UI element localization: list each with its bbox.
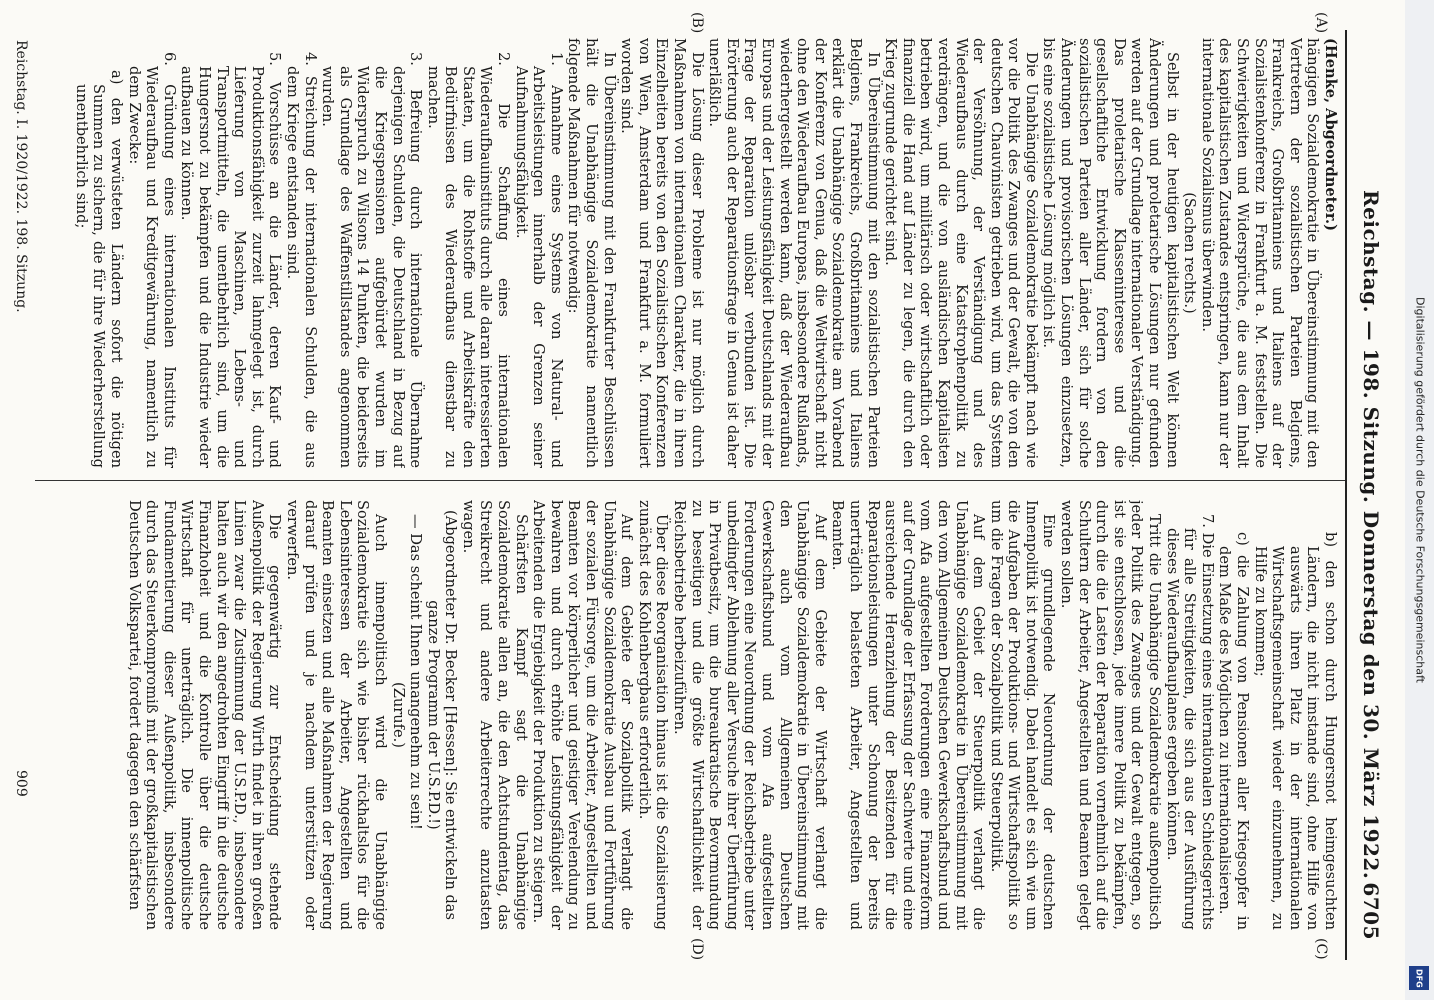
list-item: 4. Streichung der internationalen Schulden, die aus dem Kriege entstanden sind. <box>283 52 319 468</box>
header-title: Reichstag. — 198. Sitzung. Donnerstag den 30. März 1922. <box>1359 190 1383 880</box>
credit-text: Digitalisierung gefördert durch die Deutsche Forschungsgemeinschaft <box>1413 297 1427 683</box>
margin-mark-c: (C) <box>1313 938 1329 960</box>
margin-mark-a: (A) <box>1313 12 1329 34</box>
list-item: 2. Die Schaffung eines internationalen Wiederaufbauinstituts durch alle daran interessierten Staaten, um die Rohstoffe und Arbeitskräfte den Bedürfnissen des Wiederaufbaus dienstbar zu machen. <box>424 52 513 468</box>
paragraph: Selbst in der heutigen kapitalistischen Welt können Änderungen und proletarische Lösungen nur gefunden werden auf der Grundlage internationaler Verständigung. Das proletarische Klasseninteresse und die gesellschaftliche Entwicklung fordern von den sozialistischen Parteien aller Länder, sich für solche Änderungen und provisorischen Lösungen einzusetzen, bis eine sozialistische Lösung möglich ist. <box>1040 38 1181 468</box>
page-header <box>1353 40 1383 940</box>
list-item: 1. Annahme eines Systems von Natural- und Arbeitsleistungen innerhalb der Grenzen seiner Aufnahmungsfähigkeit. <box>512 52 565 468</box>
dfg-logo: DFG <box>1409 966 1429 990</box>
paragraph: hängigen Sozialdemokratie in Übereinstimmung mit den Vertretern der sozialistischen Parteien Belgiens, Frankreichs, Großbritanniens und Italiens auf der Sozialistenkonferenz in Frankfurt a. M. feststellen. Die Schwierigkeiten und Widersprüche, die aus dem Inhalt des kapitalistischen Zustandes entspringen, kann nur der internationale Sozialismus überwinden. <box>1198 38 1322 468</box>
column-rule <box>35 480 1345 481</box>
margin-mark-b: (B) <box>689 12 705 34</box>
paragraph: — Das scheint Ihnen unangenehm zu sein! <box>407 514 425 830</box>
paragraph: In Übereinstimmung mit den Frankfurter Beschlüssen hält die Unabhängige Sozialdemokratie namentlich folgende Maßnahmen für notwendig: <box>565 38 618 468</box>
paragraph: Über diese Reorganisation hinaus ist die Sozialisierung zunächst des Kohlenbergbaus erforderlich. <box>635 500 671 930</box>
interjection: (Zurufe.) <box>389 682 407 748</box>
list-item: 3. Befreiung durch internationale Übernahme derjenigen Schulden, die Deutschland in Bezug auf die Kriegspensionen aufgebürdet wurden im Widerspruch zu Wilsons 14 Punkten, die beiderseits als Grundlage des Waffenstillstandes angenommen wurden. <box>319 52 425 468</box>
paragraph: Tritt die Unabhängige Sozialdemokratie außenpolitisch jeder Politik des Zwanges und der Gewalt entgegen, so ist sie entschlossen, jede innere Politik zu bekämpfen, durch die die Lasten der Reparation vornehmlich auf die Schultern der Arbeiter, Angestellten und Beamten gelegt werden sollen. <box>1058 500 1164 930</box>
paragraph: Eine grundlegende Neuordnung der deutschen Innenpolitik ist notwendig. Dabei handelt es sich wie um die Aufgaben der Produktions- und Wirtschaftspolitik so um die Fragen der Sozialpolitik und Steuerpolitik. <box>987 500 1058 930</box>
paragraph: Auf dem Gebiet der Steuerpolitik verlangt die Unabhängige Sozialdemokratie in Übereinstimmung mit den vom Allgemeinen Deutschen Gewerkschaftsbund und vom Afa aufgestellten Forderungen eine Finanzreform auf der Grundlage der Erfassung der Sachwerte und eine ausreichende Heranziehung der Besitzenden für die Reparationsleistungen unter Schonung der bereits unerträglich belasteten Arbeiter, Angestellten und Beamten. <box>829 500 988 930</box>
digitization-credit-strip <box>1405 0 1434 1000</box>
left-column <box>49 38 1339 468</box>
interjection: (Sachen rechts.) <box>1181 192 1199 314</box>
page-number: 6705 <box>1359 882 1383 940</box>
speaker-label: (Henke, Abgeordneter.) <box>1322 38 1339 232</box>
sub-list-item: b) den schon durch Hungersnot heimgesuchten Ländern, die nicht imstande sind, ohne Hilfe von auswärts ihren Platz in der internationalen Wirtschaftsgemeinschaft wieder einzunehmen, zu Hilfe zu kommen; <box>1251 532 1339 930</box>
sub-list-item: a) den verwüsteten Ländern sofort die nötigen Summen zu sichern, die für ihre Wiederherstellung unentbehrlich sind; <box>72 70 126 468</box>
paragraph: Auch innenpolitisch wird die Unabhängige Sozialdemokratie sich wie bisher rückhaltslos für die Lebensinteressen der Arbeiter, Angestellten und Beamten einsetzen und alle Maßnahmen der Regierung darauf prüfen und je nachdem unterstützen oder verwerfen. <box>283 500 389 930</box>
list-item: 6. Gründung eines internationalen Instituts für Wiederaufbau und Kreditgewährung, namentlich zu dem Zwecke: <box>125 52 178 468</box>
paragraph: Auf dem Gebiete der Sozialpolitik verlangt die Unabhängige Sozialdemokratie Ausbau und Fortführung der sozialen Fürsorge, um die Arbeiter, Angestellten und Beamten vor körperlicher und geistiger Verelendung zu bewahren und durch erhöhte Leistungsfähigkeit der Arbeitenden die Ergiebigkeit der Produktion zu steigern. <box>530 500 636 930</box>
interjection: (Abgeordneter Dr. Becker [Hessen]: Sie entwickeln das ganze Programm der U.S.P.D.!) <box>424 510 460 920</box>
list-item: 7. Die Einsetzung eines internationalen Schiedsgerichts für alle Streitigkeiten, die sich aus der Ausführung dieses Wiederaufbauplanes ergeben können. <box>1163 514 1216 930</box>
paragraph: Die gegenwärtig zur Entscheidung stehende Außenpolitik der Regierung Wirth findet in ihren großen Linien zwar die Zustimmung der U.S.P.D., insbesondere halten auch wir den angedrohten Eingriff in die deutsche Finanzhoheit und die Kontrolle über die deutsche Wirtschaft für unerträglich. Die innenpolitische Fundamentierung dieser Außenpolitik, insbesondere durch das Steuerkompromiß mit der großkapitalistischen Deutschen Volkspartei, fordert dagegen den schärfsten <box>125 500 284 930</box>
paragraph: Schärfsten Kampf sagt die Unabhängige Sozialdemokratie allen an, die den Achtstundentag, das Streikrecht und andere Arbeiterrechte anzutasten wagen. <box>459 500 530 930</box>
paragraph: Auf dem Gebiete der Wirtschaft verlangt die Unabhängige Sozialdemokratie in Übereinstimmung mit den auch vom Allgemeinen Deutschen Gewerkschaftsbund und vom Afa aufgestellten Forderungen eine Neuordnung der Reichsbetriebe unter unbedingter Ablehnung aller Versuche ihrer Überführung in Privatbesitz, um die bureaukratische Bevormundung zu beseitigen und die größte Wirtschaftlichkeit der Reichsbetriebe herbeizuführen. <box>671 500 829 930</box>
paragraph: Die Unabhängige Sozialdemokratie bekämpft nach wie vor die Politik des Zwanges und der Gewalt, die von den deutschen Chauvinisten getrieben wird, um das System der Versöhnung, der Verständigung und des Wiederaufbaus durch eine Katastrophenpolitik zu verdrängen, und die von ausländischen Kapitalisten betrieben wird, um militärisch oder wirtschaftlich oder finanziell die Hand auf Länder zu legen, die durch den Krieg zugrunde gerichtet sind. <box>882 38 1040 468</box>
page-footer: Reichstag. I. 1920/1922. 198. Sitzung. <box>13 40 29 313</box>
folio-number: 909 <box>13 770 29 797</box>
list-item: 5. Vorschüsse an die Länder, deren Kauf- und Produktionsfähigkeit zurzeit lahmgelegt ist, durch Lieferung von Maschinen, Lebens- und Transportmitteln, die unentbehrlich sind, um die Hungersnot zu bekämpfen und die Industrie wieder aufbauen zu können. <box>178 52 284 468</box>
header-rule <box>1345 30 1347 960</box>
margin-mark-d: (D) <box>689 938 705 961</box>
paragraph: Die Lösung dieser Probleme ist nur möglich durch Maßnahmen von internationalem Charakter, die in ihren Einzelheiten bereits von den Sozialistischen Konferenzen von Wien, Amsterdam und Frankfurt a. M. formuliert worden sind. <box>618 38 706 468</box>
right-column <box>49 500 1339 930</box>
paragraph: In Übereinstimmung mit den sozialistischen Parteien Belgiens, Frankreichs, Großbritanniens und Italiens erklärt die Unabhängige Sozialdemokratie am Vorabend der Konferenz von Genua, daß die Weltwirtschaft nicht ohne den Wiederaufbau Europas, insbesondere Rußlands, wiederhergestellt werden kann, daß der Wiederaufbau Europas und der Leistungsfähigkeit Deutschlands mit der Frage der Reparation unlösbar verbunden ist. Die Erörterung auch der Reparationsfrage in Genua ist daher unerläßlich. <box>706 38 882 468</box>
sub-list-item: c) die Zahlung von Pensionen aller Kriegsopfer in dem Maße des Möglichen zu internationalisieren. <box>1216 532 1252 930</box>
